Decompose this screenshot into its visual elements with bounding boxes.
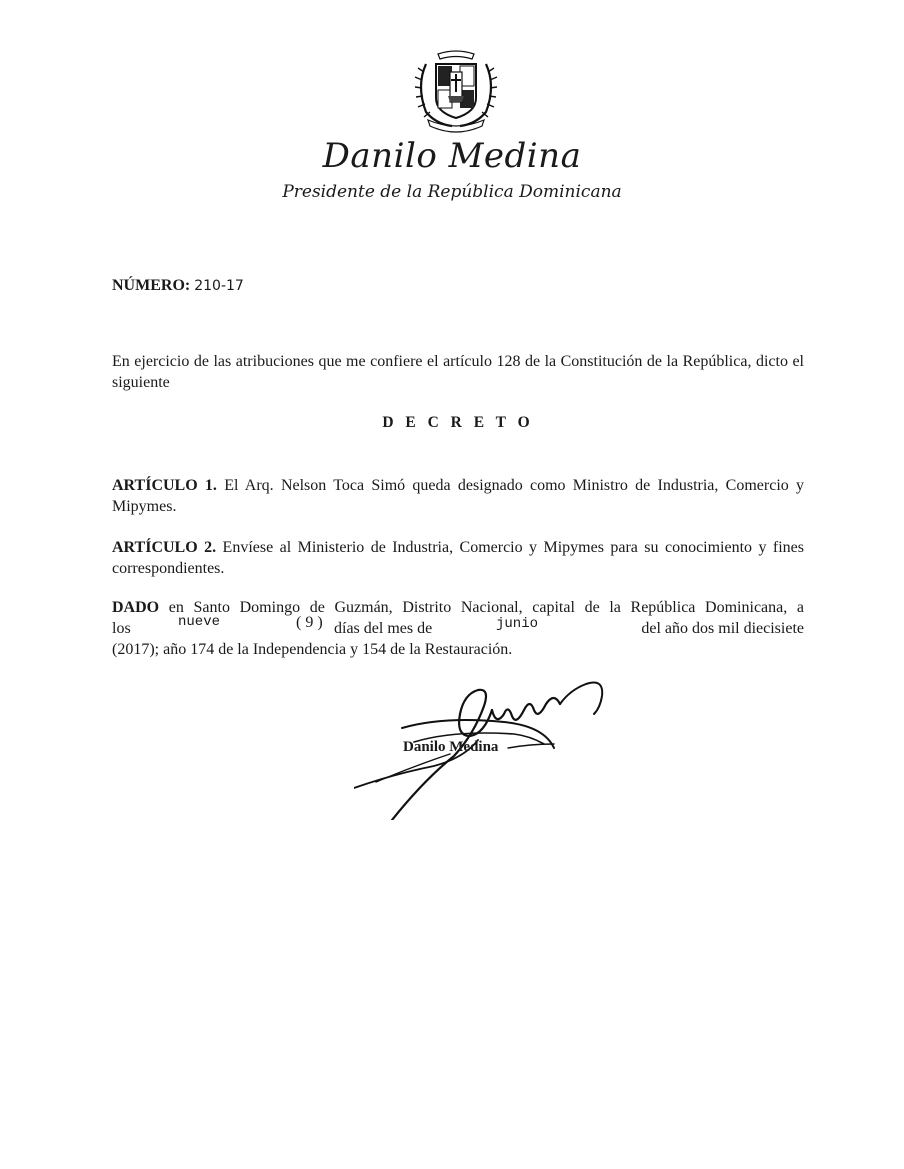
article-2 [112, 537, 804, 579]
author-name: Danilo Medina [322, 136, 582, 176]
decree-heading: D E C R E T O [382, 414, 534, 431]
article-2-text: Envíese al Ministerio de Industria, Comercio y Mipymes para su conocimiento y fines correspondientes. [112, 539, 805, 577]
article-1-text: El Arq. Nelson Toca Simó queda designado como Ministro de Industria, Comercio y Mipymes. [112, 477, 805, 515]
given-line-1: en Santo Domingo de Guzmán, Distrito Nacional, capital de la República Dominicana, a [168, 599, 805, 616]
decree-number [112, 275, 244, 297]
preamble: En ejercicio de las atribuciones que me confiere el artículo 128 de la Constitución de la República, dicto el siguiente [112, 353, 804, 391]
given-days-of-month: días del mes de [334, 620, 433, 637]
signature-name: Danilo Medina [403, 739, 499, 755]
decree-number-label: NÚMERO: [112, 277, 191, 294]
given-clause [112, 597, 804, 660]
given-los: los [112, 620, 131, 637]
article-2-label: ARTÍCULO 2. [112, 539, 217, 556]
given-day-number: ( 9 ) [296, 614, 323, 631]
article-1 [112, 475, 804, 517]
article-1-label: ARTÍCULO 1. [112, 477, 217, 494]
given-date-line [112, 614, 804, 639]
coat-of-arms-icon [412, 46, 500, 138]
given-day-words: nueve [178, 614, 221, 630]
given-line-3: (2017); año 174 de la Independencia y 154 de la Restauración. [112, 641, 513, 658]
given-year-text: del año dos mil diecisiete [641, 620, 804, 637]
given-month: junio [496, 616, 539, 632]
given-label: DADO [112, 599, 160, 616]
decree-number-value: 210-17 [194, 278, 244, 294]
office-title: Presidente de la República Dominicana [282, 182, 622, 202]
